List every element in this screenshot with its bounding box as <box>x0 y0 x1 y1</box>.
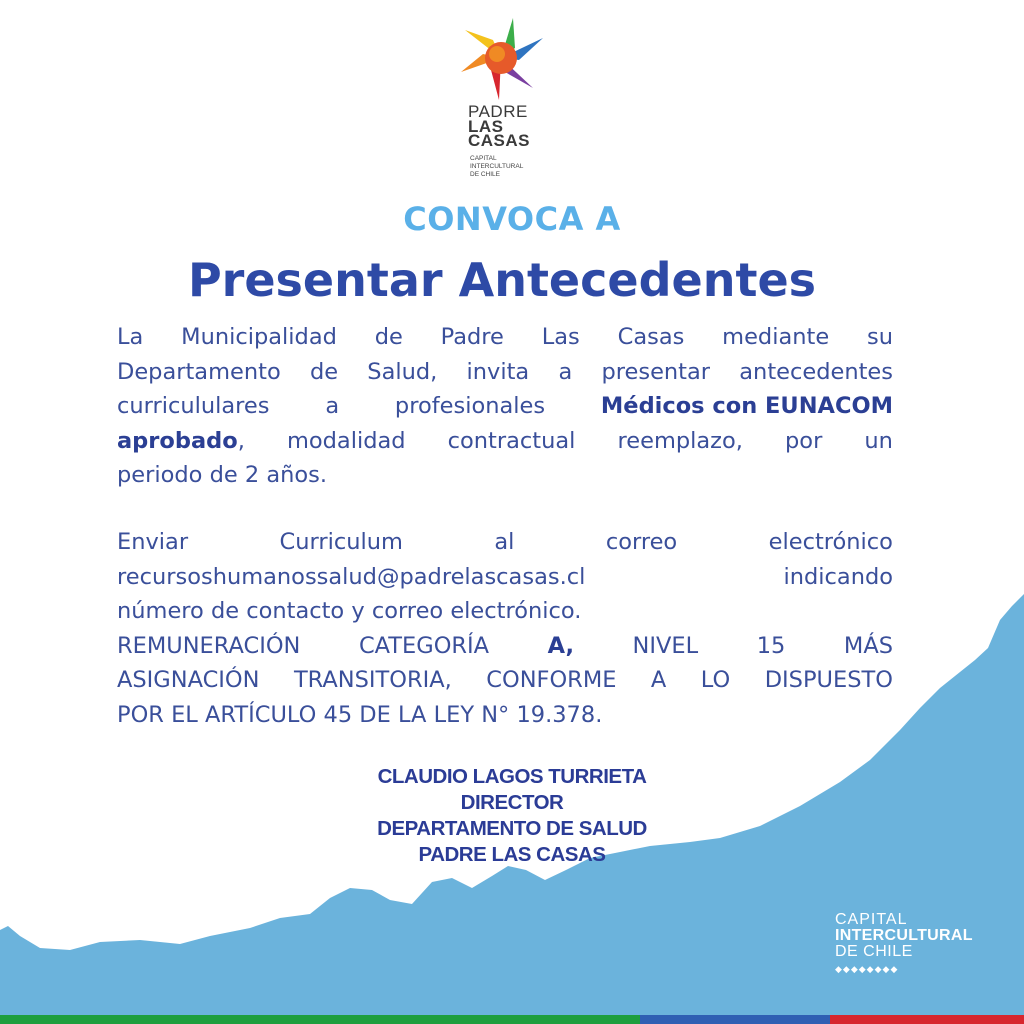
word: modalidad <box>286 427 406 454</box>
word: correo <box>605 529 678 555</box>
text-line <box>117 663 893 698</box>
word: mediante <box>722 324 830 350</box>
word: MÁS <box>843 632 893 659</box>
signature-block <box>0 764 1024 868</box>
word: CATEGORÍA <box>358 632 490 659</box>
page-title: Presentar Antecedentes <box>187 253 817 307</box>
flag-color-bar <box>0 1015 1024 1024</box>
word: de <box>309 358 339 385</box>
logo-word-padre: PADRE <box>468 102 528 121</box>
comma: , <box>237 427 245 454</box>
highlight-aprobado: aprobado <box>117 427 238 454</box>
text-line <box>117 560 893 595</box>
word: CONFORME <box>486 667 617 693</box>
word: Las <box>541 324 580 350</box>
text-line <box>117 629 893 664</box>
word: indicando <box>783 563 893 590</box>
padre-las-casas-logo <box>455 14 555 189</box>
word: reemplazo, <box>617 427 743 454</box>
word: Salud, <box>367 358 438 385</box>
word: su <box>867 324 893 350</box>
word: contractual <box>447 427 576 454</box>
word: por <box>785 427 823 454</box>
word: invita <box>466 358 530 385</box>
word: 15 <box>756 632 786 659</box>
color-bar-blue <box>640 1015 830 1024</box>
word: Departamento <box>117 358 281 385</box>
text-line <box>117 525 893 560</box>
kicker-heading: CONVOCA A <box>403 200 621 238</box>
word: profesionales <box>394 393 546 419</box>
word: La <box>117 324 144 350</box>
word: curricululares <box>117 393 270 419</box>
word: REMUNERACIÓN <box>117 632 301 659</box>
word: presentar <box>601 358 711 385</box>
star-logo-icon <box>455 14 555 104</box>
word: a <box>325 393 340 419</box>
word: LO <box>700 667 731 693</box>
category-letter: A, <box>547 632 574 659</box>
capital-intercultural-badge <box>835 912 973 974</box>
invitation-paragraph <box>117 320 893 493</box>
word: ASIGNACIÓN <box>117 667 260 693</box>
signer-role: DIRECTOR <box>460 791 564 814</box>
word: antecedentes <box>739 358 893 385</box>
text-line <box>117 320 893 355</box>
word: electrónico <box>768 529 893 555</box>
badge-line-2: INTERCULTURAL <box>835 927 973 944</box>
text-line: POR EL ARTÍCULO 45 DE LA LEY N° 19.378. <box>117 701 603 728</box>
color-bar-green <box>0 1015 640 1024</box>
signer-name: CLAUDIO LAGOS TURRIETA <box>377 765 647 788</box>
email-address[interactable]: recursoshumanossalud@padrelascasas.cl <box>117 563 586 590</box>
word: NIVEL <box>632 632 699 659</box>
color-bar-red <box>830 1015 1024 1024</box>
logo-word-casas: CASAS <box>468 131 531 150</box>
logo-tagline-1: CAPITAL <box>470 155 497 162</box>
logo-word-las: LAS <box>468 117 504 136</box>
logo-tagline-2: INTERCULTURAL <box>470 163 524 170</box>
badge-line-1: CAPITAL <box>835 911 908 928</box>
signer-city: PADRE LAS CASAS <box>418 843 606 866</box>
word: un <box>864 427 893 454</box>
text-line <box>117 389 893 424</box>
text-line <box>117 355 893 390</box>
word: al <box>494 529 515 555</box>
badge-line-3: DE CHILE <box>835 943 913 960</box>
word: Casas <box>617 324 685 350</box>
word: A <box>650 667 667 693</box>
signer-department: DEPARTAMENTO DE SALUD <box>377 817 647 840</box>
instructions-paragraph <box>117 525 893 732</box>
text-line: número de contacto y correo electrónico. <box>117 598 582 624</box>
highlight-medicos: Médicos con EUNACOM <box>600 393 893 419</box>
badge-pattern: ◆◆◆◆◆◆◆◆ <box>835 964 899 974</box>
word: Enviar <box>117 529 189 555</box>
text-line: periodo de 2 años. <box>117 462 328 488</box>
word: a <box>558 358 573 385</box>
word: Padre <box>440 324 504 350</box>
logo-tagline-3: DE CHILE <box>470 171 500 178</box>
text-line <box>117 424 893 459</box>
word: TRANSITORIA, <box>293 667 452 693</box>
word: DISPUESTO <box>764 667 893 693</box>
word-group <box>117 424 245 459</box>
word: de <box>374 324 403 350</box>
word: Municipalidad <box>181 324 337 350</box>
word: Curriculum <box>279 529 403 555</box>
